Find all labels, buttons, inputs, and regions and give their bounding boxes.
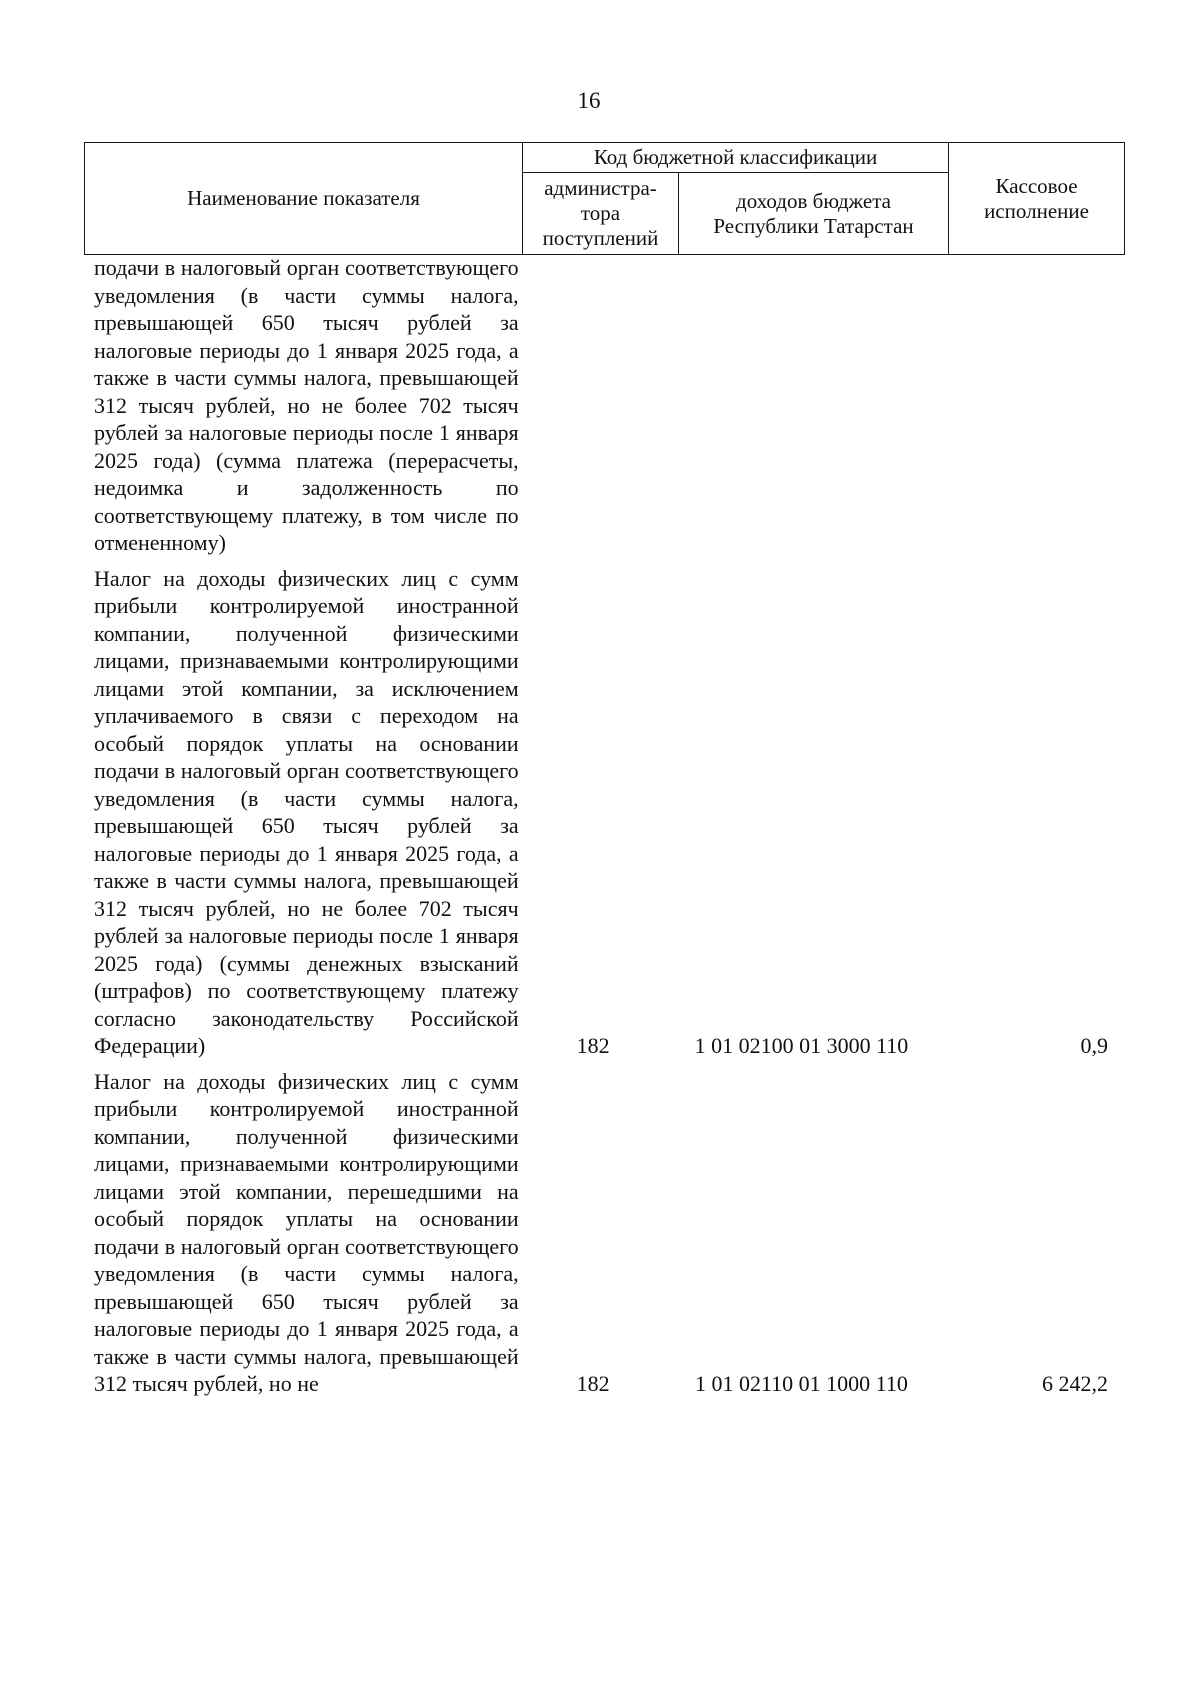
revenue-code-cell: 1 01 02110 01 1000 110 [694,1371,908,1396]
header-revenue-code: доходов бюджета Республики Татарстан [679,173,949,255]
revenue-code-cell: 1 01 02100 01 3000 110 [694,1033,909,1058]
page-number: 16 [577,88,601,113]
header-cash-execution: Кассовое исполнение [949,143,1125,255]
table-header [84,142,1125,255]
table-body [84,254,1124,1406]
cash-execution-cell: 0,9 [1080,1033,1109,1058]
table-row [84,565,1124,1060]
cash-execution-cell: 6 242,2 [1042,1371,1109,1396]
header-budget-code-group: Код бюджетной классификации [523,143,949,173]
indicator-name-cell: Налог на доходы физических лиц с сумм прибыли контролируемой иностранной компании, полученной физическими лицами, признаваемыми контролирующими лицами этой компании, за исключением уплачиваемого в связи с переходом на особый порядок уплаты на основании подачи в налоговый орган соответствующего уведомления (в части суммы налога, превышающей 650 тысяч рублей за налоговые периоды до 1 января 2025 года, а также в части суммы налога, превышающей 312 тысяч рублей, но не более 702 тысяч рублей за налоговые периоды после 1 января 2025 года) (суммы денежных взысканий (штрафов) по соответствующему платежу согласно законодательству Российской Федерации) [94,565,519,1058]
indicator-name-cell: подачи в налоговый орган соответствующего уведомления (в части суммы налога, превышающей 650 тысяч рублей за налоговые периоды до 1 января 2025 года, а также в части суммы налога, превышающей 312 тысяч рублей, но не более 702 тысяч рублей за налоговые периоды после 1 января 2025 года) (сумма платежа (перерасчеты, недоимка и задолженность по соответствующему платежу, в том числе по отмененному) [94,255,519,555]
header-administrator: администра-тора поступлений [523,173,679,255]
table-row [84,1068,1124,1398]
administrator-cell: 182 [576,1371,610,1396]
indicator-name-cell: Налог на доходы физических лиц с сумм прибыли контролируемой иностранной компании, полученной физическими лицами, признаваемыми контролирующими лицами этой компании, перешедшими на особый порядок уплаты на основании подачи в налоговый орган соответствующего уведомления (в части суммы налога, превышающей 650 тысяч рублей за налоговые периоды до 1 января 2025 года, а также в части суммы налога, превышающей 312 тысяч рублей, но не [94,1068,519,1396]
administrator-cell: 182 [576,1033,610,1058]
table-row [84,254,1124,557]
header-indicator-name: Наименование показателя [85,143,523,255]
